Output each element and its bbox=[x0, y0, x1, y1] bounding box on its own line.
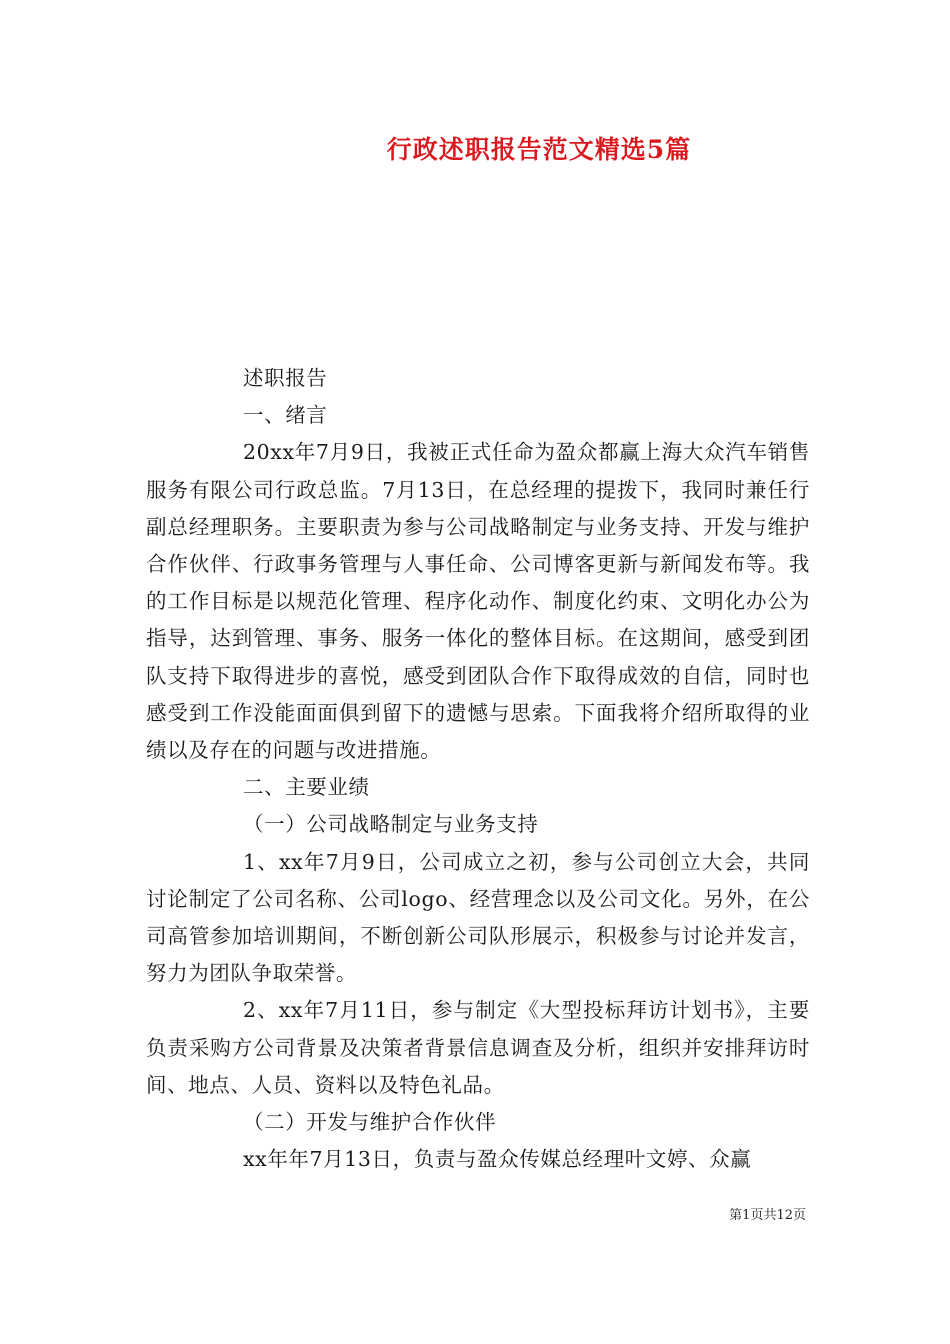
paragraph-partners: xx年年7月13日，负责与盈众传媒总经理叶文婷、众赢 bbox=[243, 1147, 752, 1172]
section-heading-introduction: 一、绪言 bbox=[243, 403, 328, 428]
paragraph-introduction: 20xx年7月9日，我被正式任命为盈众都赢上海大众汽车销售服务有限公司行政总监。7月13日，在总经理的提拨下，我同时兼任行副总经理职务。主要职责为参与公司战略制定与业务支持、开发与维护合作伙伴、行政事务管理与人事任命、公司博客更新与新闻发布等。我的工作目标是以规范化管理、程序化动作、制度化约束、文明化办公为指导，达到管理、事务、服务一体化的整体目标。在这期间，感受到团队支持下取得进步的喜悦，感受到团队合作下取得成效的自信，同时也感受到工作没能面面俱到留下的遗憾与思索。下面我将介绍所取得的业绩以及存在的问题与改进措施。 bbox=[146, 440, 810, 763]
paragraph-item-2: 2、xx年7月11日，参与制定《大型投标拜访计划书》，主要负责采购方公司背景及决策者背景信息调查及分析，组织并安排拜访时间、地点、人员、资料以及特色礼品。 bbox=[146, 998, 810, 1097]
section-heading-achievements: 二、主要业绩 bbox=[243, 775, 370, 800]
paragraph-item-1: 1、xx年7月9日，公司成立之初，参与公司创立大会，共同讨论制定了公司名称、公司logo、经营理念以及公司文化。另外，在公司高管参加培训期间，不断创新公司队形展示，积极参与讨论并发言，努力为团队争取荣誉。 bbox=[146, 849, 810, 986]
section-heading-report: 述职报告 bbox=[243, 366, 328, 390]
subsection-heading-strategy: （一）公司战略制定与业务支持 bbox=[243, 812, 539, 837]
document-title: 行政述职报告范文精选5篇 bbox=[386, 135, 692, 164]
document-body bbox=[146, 360, 810, 1178]
subsection-heading-partners: （二）开发与维护合作伙伴 bbox=[243, 1110, 497, 1135]
page-footer: 第1页共12页 bbox=[729, 1208, 806, 1223]
